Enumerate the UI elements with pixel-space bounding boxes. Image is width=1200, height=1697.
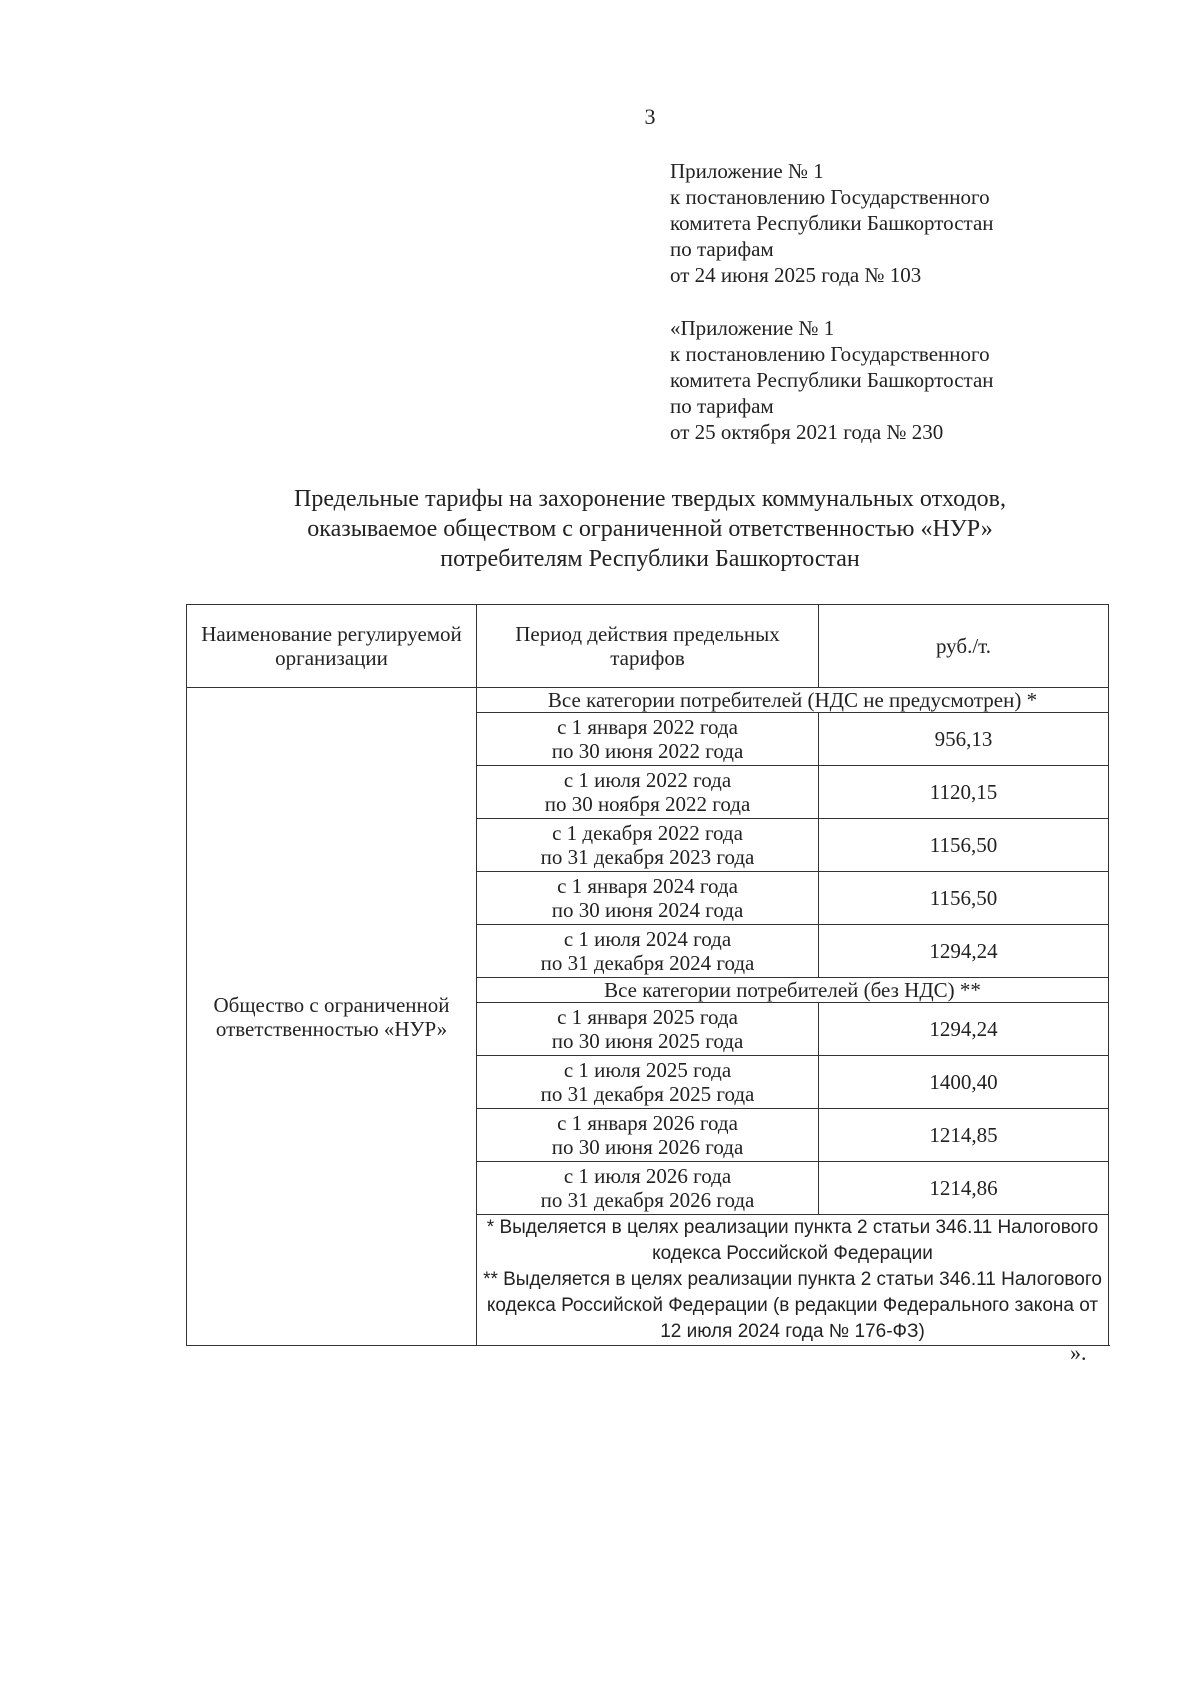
tariff-value: 1156,50 xyxy=(819,819,1109,872)
tariff-value: 1294,24 xyxy=(819,925,1109,978)
category-label: Все категории потребителей (без НДС) ** xyxy=(477,978,1109,1003)
appendix-line: к постановлению Государственного xyxy=(670,342,990,366)
title-line: оказываемое обществом с ограниченной ответственностью «НУР» xyxy=(307,516,993,542)
period-cell xyxy=(477,1003,819,1056)
tariff-value: 956,13 xyxy=(819,713,1109,766)
period-from: с 1 января 2022 года xyxy=(557,715,738,739)
closing-quote-mark: ». xyxy=(1070,1340,1087,1365)
period-to: по 30 июня 2026 года xyxy=(551,1135,744,1159)
title-line: потребителям Республики Башкортостан xyxy=(440,546,860,572)
period-to: по 31 декабря 2026 года xyxy=(540,1188,755,1212)
period-to: по 30 июня 2024 года xyxy=(551,898,744,922)
period-from: с 1 июля 2026 года xyxy=(563,1164,732,1188)
tariff-value: 1120,15 xyxy=(819,766,1109,819)
appendix-line: по тарифам xyxy=(670,394,774,418)
tariff-value: 1294,24 xyxy=(819,1003,1109,1056)
period-from: с 1 декабря 2022 года xyxy=(552,821,743,845)
document-title xyxy=(180,484,1120,574)
appendix-reference-current xyxy=(670,158,1090,288)
table-header-row xyxy=(187,605,1109,688)
appendix-line: по тарифам xyxy=(670,237,774,261)
period-from: с 1 июля 2022 года xyxy=(563,768,732,792)
title-line: Предельные тарифы на захоронение твердых коммунальных отходов, xyxy=(294,486,1006,512)
period-to: по 30 июня 2025 года xyxy=(551,1029,744,1053)
period-cell xyxy=(477,819,819,872)
appendix-line: Приложение № 1 xyxy=(670,159,824,183)
tariff-value: 1156,50 xyxy=(819,872,1109,925)
period-from: с 1 июля 2025 года xyxy=(563,1058,732,1082)
appendix-line: «Приложение № 1 xyxy=(670,316,835,340)
appendix-line: комитета Республики Башкортостан xyxy=(670,211,994,235)
period-to: по 31 декабря 2025 года xyxy=(540,1082,755,1106)
appendix-line: от 24 июня 2025 года № 103 xyxy=(670,263,922,287)
period-from: с 1 июля 2024 года xyxy=(563,927,732,951)
period-cell xyxy=(477,1056,819,1109)
period-cell xyxy=(477,1162,819,1215)
period-from: с 1 января 2026 года xyxy=(557,1111,738,1135)
period-to: по 30 ноября 2022 года xyxy=(544,792,751,816)
period-cell xyxy=(477,713,819,766)
footnotes xyxy=(477,1215,1109,1346)
footnote: ** Выделяется в целях реализации пункта 2 статьи 346.11 Налогового кодекса Российской Федерации (в редакции Федерального закона от 12 июля 2024 года № 176-ФЗ) xyxy=(483,1269,1102,1342)
tariff-value: 1214,86 xyxy=(819,1162,1109,1215)
appendix-line: комитета Республики Башкортостан xyxy=(670,368,994,392)
category-label: Все категории потребителей (НДС не предусмотрен) * xyxy=(477,688,1109,713)
appendix-line: к постановлению Государственного xyxy=(670,185,990,209)
period-from: с 1 января 2024 года xyxy=(557,874,738,898)
period-to: по 30 июня 2022 года xyxy=(551,739,744,763)
page-number: 3 xyxy=(644,104,656,129)
period-cell xyxy=(477,872,819,925)
period-to: по 31 декабря 2023 года xyxy=(540,845,755,869)
period-cell xyxy=(477,766,819,819)
appendix-line: от 25 октября 2021 года № 230 xyxy=(670,420,944,444)
period-from: с 1 января 2025 года xyxy=(557,1005,738,1029)
header-unit: руб./т. xyxy=(819,605,1109,688)
period-cell xyxy=(477,925,819,978)
organization-name: Общество с ограниченной ответственностью «НУР» xyxy=(187,688,477,1346)
tariff-value: 1214,85 xyxy=(819,1109,1109,1162)
header-organization: Наименование регулируемой организации xyxy=(187,605,477,688)
tariff-value: 1400,40 xyxy=(819,1056,1109,1109)
category-row xyxy=(187,688,1109,713)
header-period: Период действия предельных тарифов xyxy=(477,605,819,688)
tariff-table xyxy=(186,604,1109,1346)
period-to: по 31 декабря 2024 года xyxy=(540,951,755,975)
footnote: * Выделяется в целях реализации пункта 2 статьи 346.11 Налогового кодекса Российской Федерации xyxy=(486,1217,1099,1264)
appendix-reference-original xyxy=(670,315,1090,445)
period-cell xyxy=(477,1109,819,1162)
